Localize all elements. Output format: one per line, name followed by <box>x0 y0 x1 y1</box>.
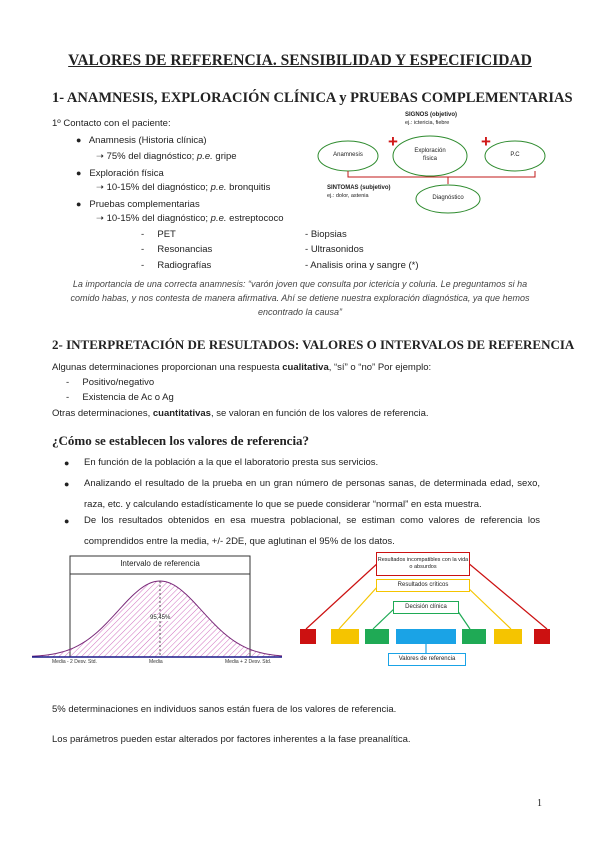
page-number: 1 <box>537 798 542 809</box>
list-subitem <box>96 182 270 194</box>
subitem-example: bronquitis <box>226 182 271 193</box>
list-item-label: Anamnesis (Historia clínica) <box>88 135 207 146</box>
text: , se valoran en función de los valores de referencia. <box>210 408 429 419</box>
bell-curve-chart <box>32 553 282 668</box>
test-item-right: - Analisis orina y sangre (*) <box>305 260 419 271</box>
plus-icon: + <box>481 132 491 151</box>
range-block-red <box>534 629 550 644</box>
range-block-blue <box>396 629 456 644</box>
test-label: Resonancias <box>157 244 213 255</box>
arrow-icon: ➝ <box>96 151 104 162</box>
subitem-pe: p.e. <box>196 151 213 162</box>
bullet-text: De los resultados obtenidos en esa muestra poblacional, se estiman como valores de referencia los comprendidos entre la media, +/- 2DE, que aglutinan el 95% de los datos. <box>84 515 540 547</box>
signos-label: SIGNOS (objetivo) <box>405 112 458 118</box>
arrow-icon: ➝ <box>96 213 104 224</box>
test-item-left: - PET <box>141 229 176 240</box>
plus-icon: + <box>388 132 398 151</box>
test-label: Radiografías <box>157 260 212 271</box>
sintomas-sub: ej.: dolor, astenia <box>327 193 369 199</box>
text: , “sí” o “no” Por ejemplo: <box>328 362 432 373</box>
bullet-icon: ● <box>64 479 70 489</box>
test-item-left: - Radiografías <box>141 260 212 271</box>
node-anamnesis: Anamnesis <box>333 152 363 158</box>
subitem-pe: p.e. <box>210 213 227 224</box>
bullet-text: Analizando el resultado de la prueba en un gran número de personas sanas, de determinada edad, sexo, raza, etc. y calculando estadísticamente lo que se puede considerar “normal” en esta muestra. <box>84 478 540 510</box>
test-item-right: - Ultrasonidos <box>305 244 364 255</box>
arrow-red-right <box>467 562 547 629</box>
list-item <box>76 198 200 211</box>
text: Algunas determinaciones proporcionan una respuesta <box>52 362 283 373</box>
anamnesis-quote: La importancia de una correcta anamnesis: “varón joven que consulta por ictericia y coluria. Le preguntamos si ha comido habas, y nos contesta de manera afirmativa. Ahí se detiene nuestra exploración diagnóstica, ya que hemos encontrado la causa” <box>70 279 530 317</box>
list-item <box>76 167 164 180</box>
bullet-text: En función de la población a la que el laboratorio presta sus servicios. <box>84 457 379 468</box>
section-3-heading: ¿Cómo se establecen los valores de referencia? <box>52 433 310 448</box>
box-critical: Resultados críticos <box>376 579 470 592</box>
list-item-label: Pruebas complementarias <box>89 199 200 210</box>
range-block-green <box>365 629 389 644</box>
diagnosis-diagram <box>315 112 550 217</box>
arrow-red-left <box>306 562 379 629</box>
page-title: VALORES DE REFERENCIA. SENSIBILIDAD Y ESPECIFICIDAD <box>68 52 532 69</box>
decision-levels-diagram <box>298 550 556 670</box>
node-pc: P.C <box>510 152 520 158</box>
subitem-text: 10-15% del diagnóstico; <box>106 213 211 224</box>
bullet-icon: ● <box>76 168 82 178</box>
section-1-intro: 1º Contacto con el paciente: <box>52 118 171 129</box>
quantitative-line <box>52 408 429 420</box>
range-block-yellow <box>331 629 359 644</box>
range-block-red <box>300 629 316 644</box>
test-label: Analisis orina y sangre (*) <box>310 260 419 271</box>
subitem-text: 75% del diagnóstico; <box>106 151 197 162</box>
dash-item: - Positivo/negativo <box>66 377 155 388</box>
qualitative-line <box>52 362 431 374</box>
bell-curve-svg <box>32 553 282 668</box>
interval-label: Intervalo de referencia <box>120 559 200 568</box>
test-item-left: - Resonancias <box>141 244 213 255</box>
list-item <box>76 134 207 147</box>
subitem-example: gripe <box>212 151 237 162</box>
footer-line-1: 5% determinaciones en individuos sanos están fuera de los valores de referencia. <box>52 704 397 715</box>
subitem-pe: p.e. <box>210 182 227 193</box>
node-exploracion: Exploración física <box>414 148 446 162</box>
center-percent-label: 95,45% <box>150 615 171 621</box>
range-block-yellow <box>494 629 522 644</box>
left-axis-label: Media - 2 Desv. Std. <box>52 659 97 665</box>
right-axis-label: Media + 2 Desv. Std. <box>225 659 272 665</box>
arrow-yellow-right <box>465 585 511 629</box>
diagnosis-diagram-svg <box>315 112 550 217</box>
range-block-green <box>462 629 486 644</box>
bullet-icon: ● <box>64 516 70 526</box>
box-reference-values: Valores de referencia <box>388 653 466 666</box>
footer-line-2: Los parámetros pueden estar alterados por factores inherentes a la fase preanalítica. <box>52 734 411 745</box>
box-clinical-decision: Decisión clínica <box>393 601 459 614</box>
list-item-label: Exploración física <box>89 168 164 179</box>
node-diagnostico: Diagnóstico <box>432 195 464 201</box>
bullet-icon: ● <box>76 135 82 145</box>
text: Otras determinaciones, <box>52 408 153 419</box>
test-label: PET <box>157 229 176 240</box>
dash-item-label: Existencia de Ac o Ag <box>82 392 174 403</box>
text-bold: cuantitativas <box>152 408 211 419</box>
test-label: Biopsias <box>310 229 347 240</box>
arrow-yellow-left <box>339 585 379 629</box>
test-label: Ultrasonidos <box>310 244 364 255</box>
list-subitem <box>96 151 237 163</box>
subitem-text: 10-15% del diagnóstico; <box>106 182 211 193</box>
section-2-heading: 2- INTERPRETACIÓN DE RESULTADOS: VALORES O INTERVALOS DE REFERENCIA <box>52 337 575 352</box>
bullet-icon: ● <box>76 199 82 209</box>
dash-item: - Existencia de Ac o Ag <box>66 392 174 403</box>
mean-axis-label: Media <box>149 659 163 665</box>
test-item-right: - Biopsias <box>305 229 347 240</box>
list-subitem <box>96 213 284 225</box>
text-bold: cualitativa <box>282 362 329 373</box>
signos-sub: ej.: ictericia, fiebre <box>405 120 450 126</box>
section-1-heading: 1- ANAMNESIS, EXPLORACIÓN CLÍNICA y PRUEBAS COMPLEMENTARIAS <box>52 90 573 106</box>
sintomas-label: SINTOMAS (subjetivo) <box>327 185 391 191</box>
bullet-icon: ● <box>64 458 70 468</box>
arrow-icon: ➝ <box>96 182 104 193</box>
dash-item-label: Positivo/negativo <box>82 377 155 388</box>
box-incompatible: Resultados incompatibles con la vida o absurdos <box>376 552 470 576</box>
subitem-example: estreptococo <box>226 213 284 224</box>
